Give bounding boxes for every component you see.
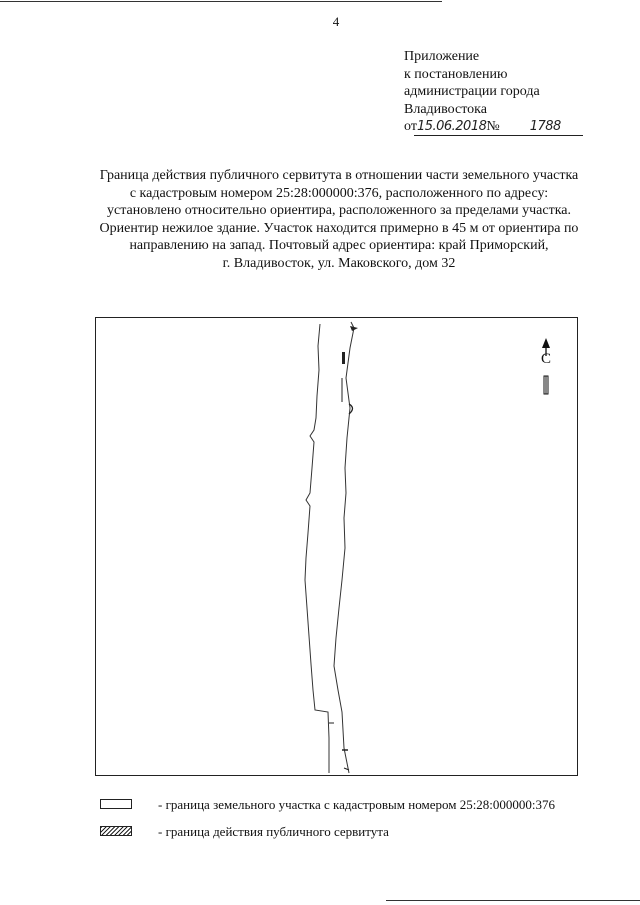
page-number: 4 (332, 14, 340, 29)
legend-text: - граница земельного участка с кадастровым номером 25:28:000000:376 (158, 797, 556, 812)
empty-rectangle-icon (100, 799, 132, 809)
top-rule (0, 1, 442, 2)
bottom-rule (386, 900, 640, 901)
north-arrow-icon (539, 338, 553, 398)
heading-line: г. Владивосток, ул. Маковского, дом 32 (222, 255, 456, 271)
appendix-line-city: Владивостока (404, 101, 487, 117)
parcel-boundary-right (334, 322, 354, 773)
appendix-title: Приложение (404, 49, 480, 64)
parcel-boundary-left (305, 324, 329, 773)
heading-line: направлению на запад. Почтовый адрес ориентира: край Приморский, (129, 238, 549, 254)
appendix-block (404, 48, 561, 136)
document-heading (66, 167, 612, 273)
north-label: С (540, 351, 551, 367)
heading-line: Граница действия публичного сервитута в отношении части земельного участка (99, 168, 579, 183)
boundary-mark (342, 352, 345, 364)
map-frame (95, 317, 578, 776)
heading-line: установлено относительно ориентира, расположенного за пределами участка. (106, 203, 572, 219)
handwritten-number: 1788 (529, 119, 561, 134)
date-number-field (404, 118, 561, 136)
hatched-rectangle-icon (100, 826, 132, 836)
signature-underline (414, 135, 583, 136)
date-prefix: от (404, 119, 417, 134)
number-sign: № (486, 119, 500, 134)
appendix-date-line (404, 118, 561, 136)
heading-line: с кадастровым номером 25:28:000000:376, расположенного по адресу: (129, 185, 549, 201)
appendix-line-administration: администрации города (404, 84, 540, 99)
handwritten-date: 15.06.2018 (416, 119, 487, 134)
heading-line: Ориентир нежилое здание. Участок находится примерно в 45 м от ориентира по (99, 220, 579, 236)
appendix-line-decree: к постановлению (404, 66, 508, 82)
legend-text: - граница действия публичного сервитута (158, 824, 389, 839)
parcel-map (96, 318, 577, 775)
north-indicator (539, 338, 553, 367)
